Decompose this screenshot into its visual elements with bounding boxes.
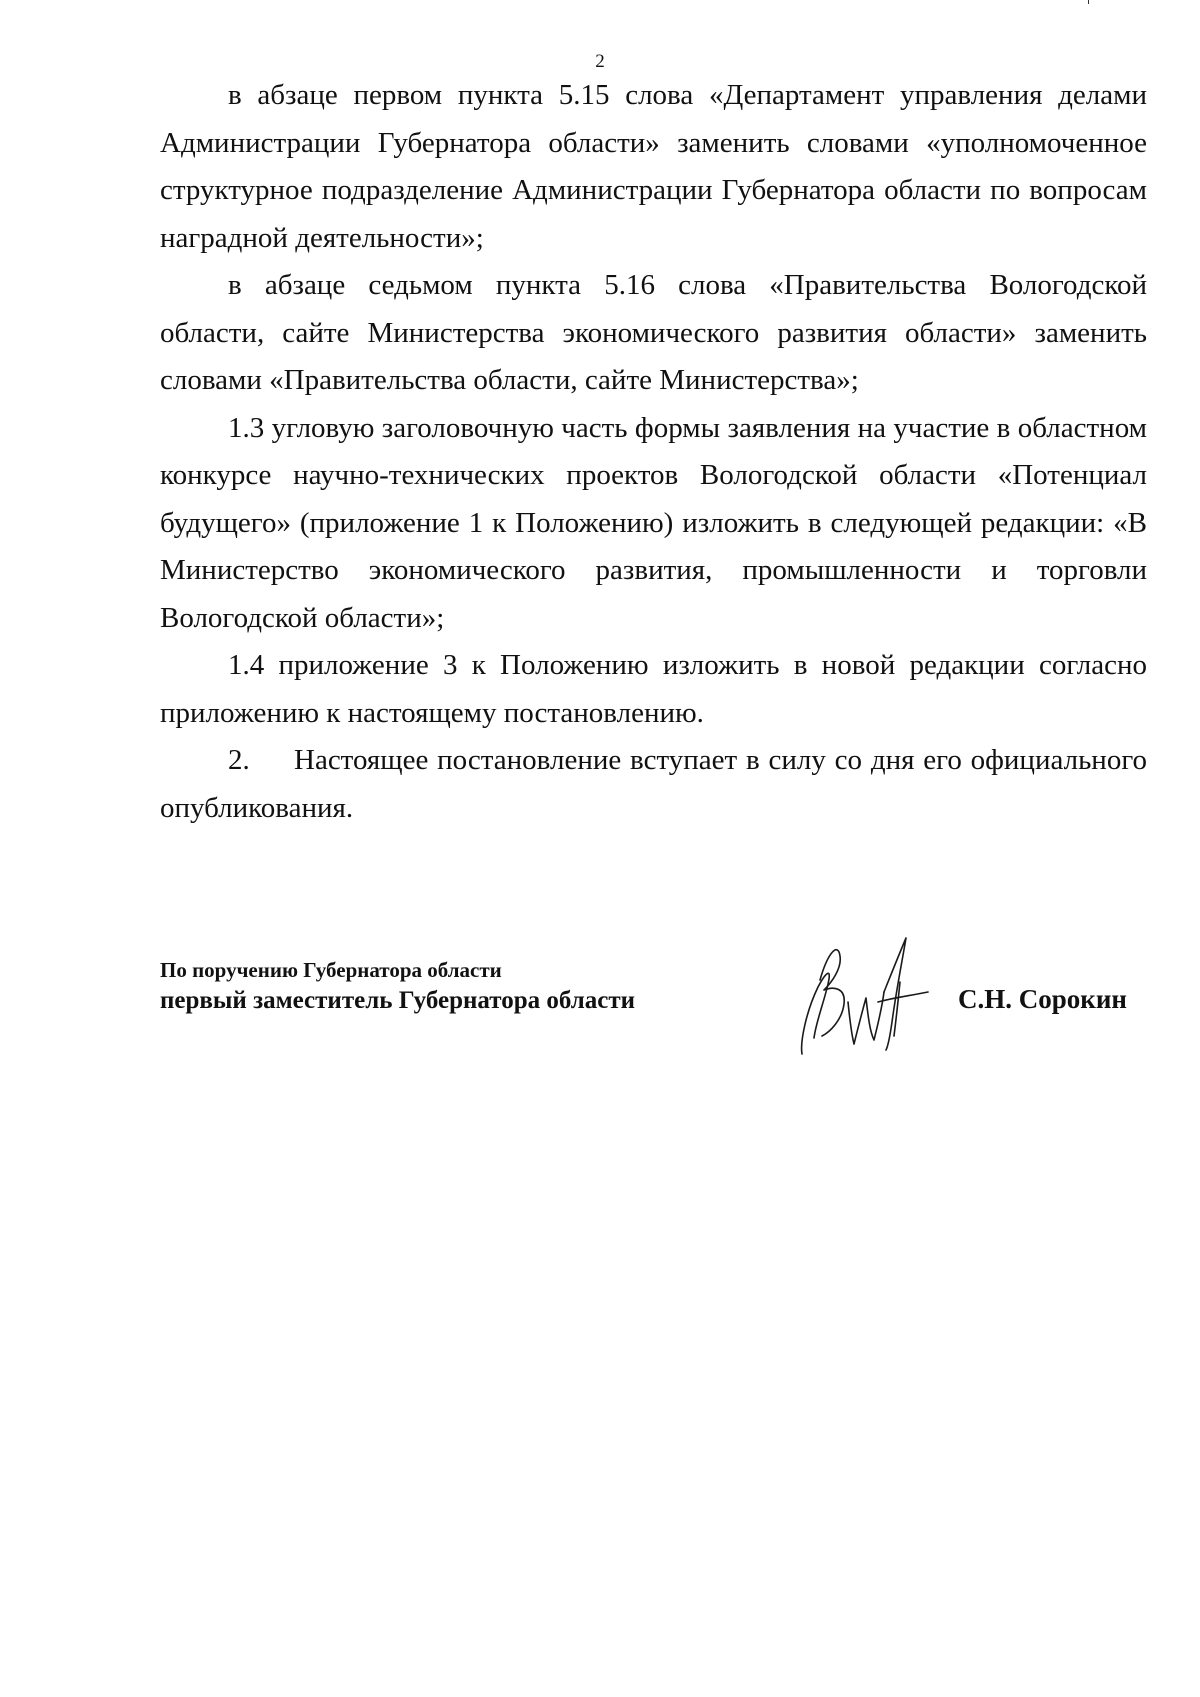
paragraph-1-4: 1.4 приложение 3 к Положению изложить в новой редакции согласно приложению к настоящему постановлению. (160, 649, 1147, 729)
paragraph-5-15: в абзаце первом пункта 5.15 слова «Департамент управления делами Администрации Губернатора области» заменить словами «уполномоченное структурное подразделение Администрации Губернатора области по вопросам наградной деятельности»; (160, 79, 1147, 254)
signatory-title (160, 957, 635, 1018)
paragraph-2 (160, 737, 1147, 832)
handwritten-signature-icon (788, 932, 938, 1062)
document-body (160, 72, 1147, 832)
signatory-authority-line: По поручению Губернатора области (160, 958, 502, 982)
item-number: 2. (228, 744, 250, 776)
signatory-position-line: первый заместитель Губернатора области (160, 987, 636, 1014)
scan-corner-mark (1088, 0, 1093, 4)
signer-name: С.Н. Сорокин (958, 984, 1127, 1014)
paragraph-5-16: в абзаце седьмом пункта 5.16 слова «Правительства Вологодской области, сайте Министерства экономического развития области» заменить словами «Правительства области, сайте Министерства»; (160, 269, 1147, 396)
page-number: 2 (595, 51, 605, 72)
paragraph-1-3: 1.3 угловую заголовочную часть формы заявления на участие в областном конкурсе научно-технических проектов Вологодской области «Потенциал будущего» (приложение 1 к Положению) изложить в следующей редакции: «В Министерство экономического развития, промышленности и торговли Вологодской области»; (160, 411, 1147, 634)
item-text: Настоящее постановление вступает в силу со дня его официального опубликования. (160, 744, 1147, 824)
